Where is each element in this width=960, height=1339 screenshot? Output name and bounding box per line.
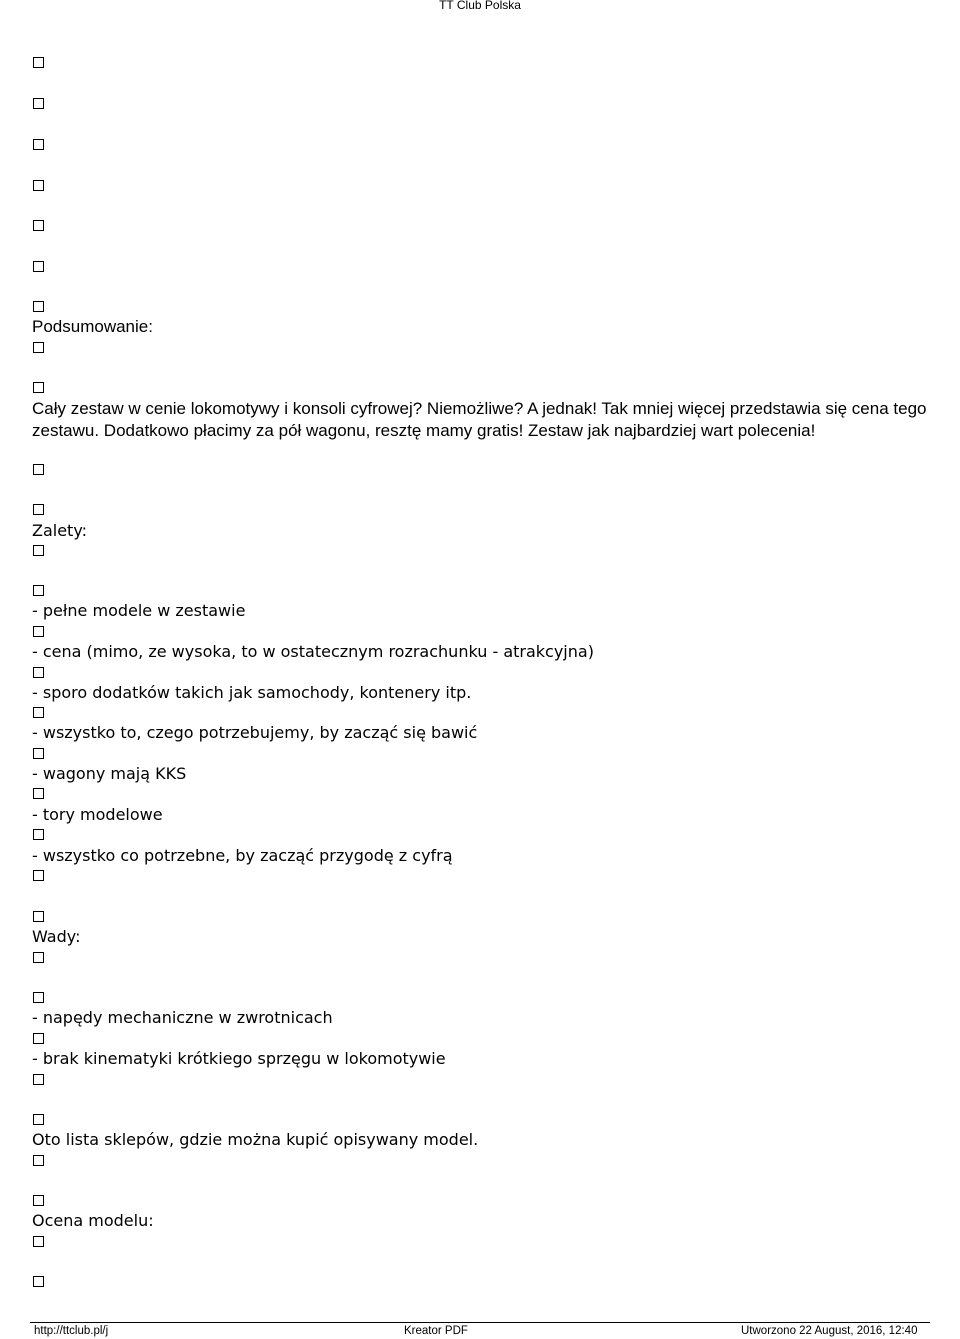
pros-item: - cena (mimo, ze wysoka, to w ostatecznym rozrachunku - atrakcyjna)	[32, 642, 594, 661]
footer-generator: Kreator PDF	[404, 1325, 468, 1337]
cons-item: - brak kinematyki krótkiego sprzęgu w lokomotywie	[32, 1049, 446, 1068]
square-bullet-icon	[33, 911, 44, 922]
square-bullet-icon	[33, 626, 44, 637]
square-bullet-icon	[33, 545, 44, 556]
square-bullet-icon	[33, 1236, 44, 1247]
square-bullet-icon	[33, 57, 44, 68]
pros-item: - tory modelowe	[32, 805, 163, 824]
footer-created-date: Utworzono 22 August, 2016, 12:40	[741, 1325, 918, 1337]
square-bullet-icon	[33, 1074, 44, 1085]
summary-heading: Podsumowanie:	[32, 317, 153, 336]
cons-heading: Wady:	[32, 927, 81, 946]
square-bullet-icon	[33, 504, 44, 515]
square-bullet-icon	[33, 870, 44, 881]
pros-item: - pełne modele w zestawie	[32, 601, 246, 620]
footer-url: http://ttclub.pl/j	[34, 1325, 109, 1337]
summary-paragraph: Cały zestaw w cenie lokomotywy i konsoli cyfrowej? Niemożliwe? A jednak! Tak mniej więcej przedstawia się cena tego zestawu. Dodatkowo płacimy za pół wagonu, resztę mamy gratis! Zestaw jak najbardziej wart polecenia!	[32, 399, 927, 440]
rating-heading: Ocena modelu:	[32, 1211, 154, 1230]
square-bullet-icon	[33, 382, 44, 393]
square-bullet-icon	[33, 1195, 44, 1206]
shops-link-text: Oto lista sklepów, gdzie można kupić opisywany model.	[32, 1130, 479, 1149]
square-bullet-icon	[33, 220, 44, 231]
square-bullet-icon	[33, 748, 44, 759]
square-bullet-icon	[33, 98, 44, 109]
square-bullet-icon	[33, 992, 44, 1003]
square-bullet-icon	[33, 788, 44, 799]
square-bullet-icon	[33, 1155, 44, 1166]
square-bullet-icon	[33, 180, 44, 191]
square-bullet-icon	[33, 952, 44, 963]
square-bullet-icon	[33, 829, 44, 840]
square-bullet-icon	[33, 342, 44, 353]
square-bullet-icon	[33, 464, 44, 475]
square-bullet-icon	[33, 139, 44, 150]
pros-item: - wszystko co potrzebne, by zacząć przygodę z cyfrą	[32, 846, 453, 865]
square-bullet-icon	[33, 1114, 44, 1125]
square-bullet-icon	[33, 667, 44, 678]
pros-item: - wagony mają KKS	[32, 764, 187, 783]
pros-heading: Zalety:	[32, 521, 88, 540]
square-bullet-icon	[33, 1276, 44, 1287]
square-bullet-icon	[33, 707, 44, 718]
square-bullet-icon	[33, 261, 44, 272]
square-bullet-icon	[33, 585, 44, 596]
pros-item: - wszystko to, czego potrzebujemy, by zacząć się bawić	[32, 723, 478, 742]
cons-item: - napędy mechaniczne w zwrotnicach	[32, 1008, 333, 1027]
page-header-title: TT Club Polska	[439, 0, 521, 12]
pros-item: - sporo dodatków takich jak samochody, kontenery itp.	[32, 683, 472, 702]
square-bullet-icon	[33, 1033, 44, 1044]
square-bullet-icon	[33, 301, 44, 312]
